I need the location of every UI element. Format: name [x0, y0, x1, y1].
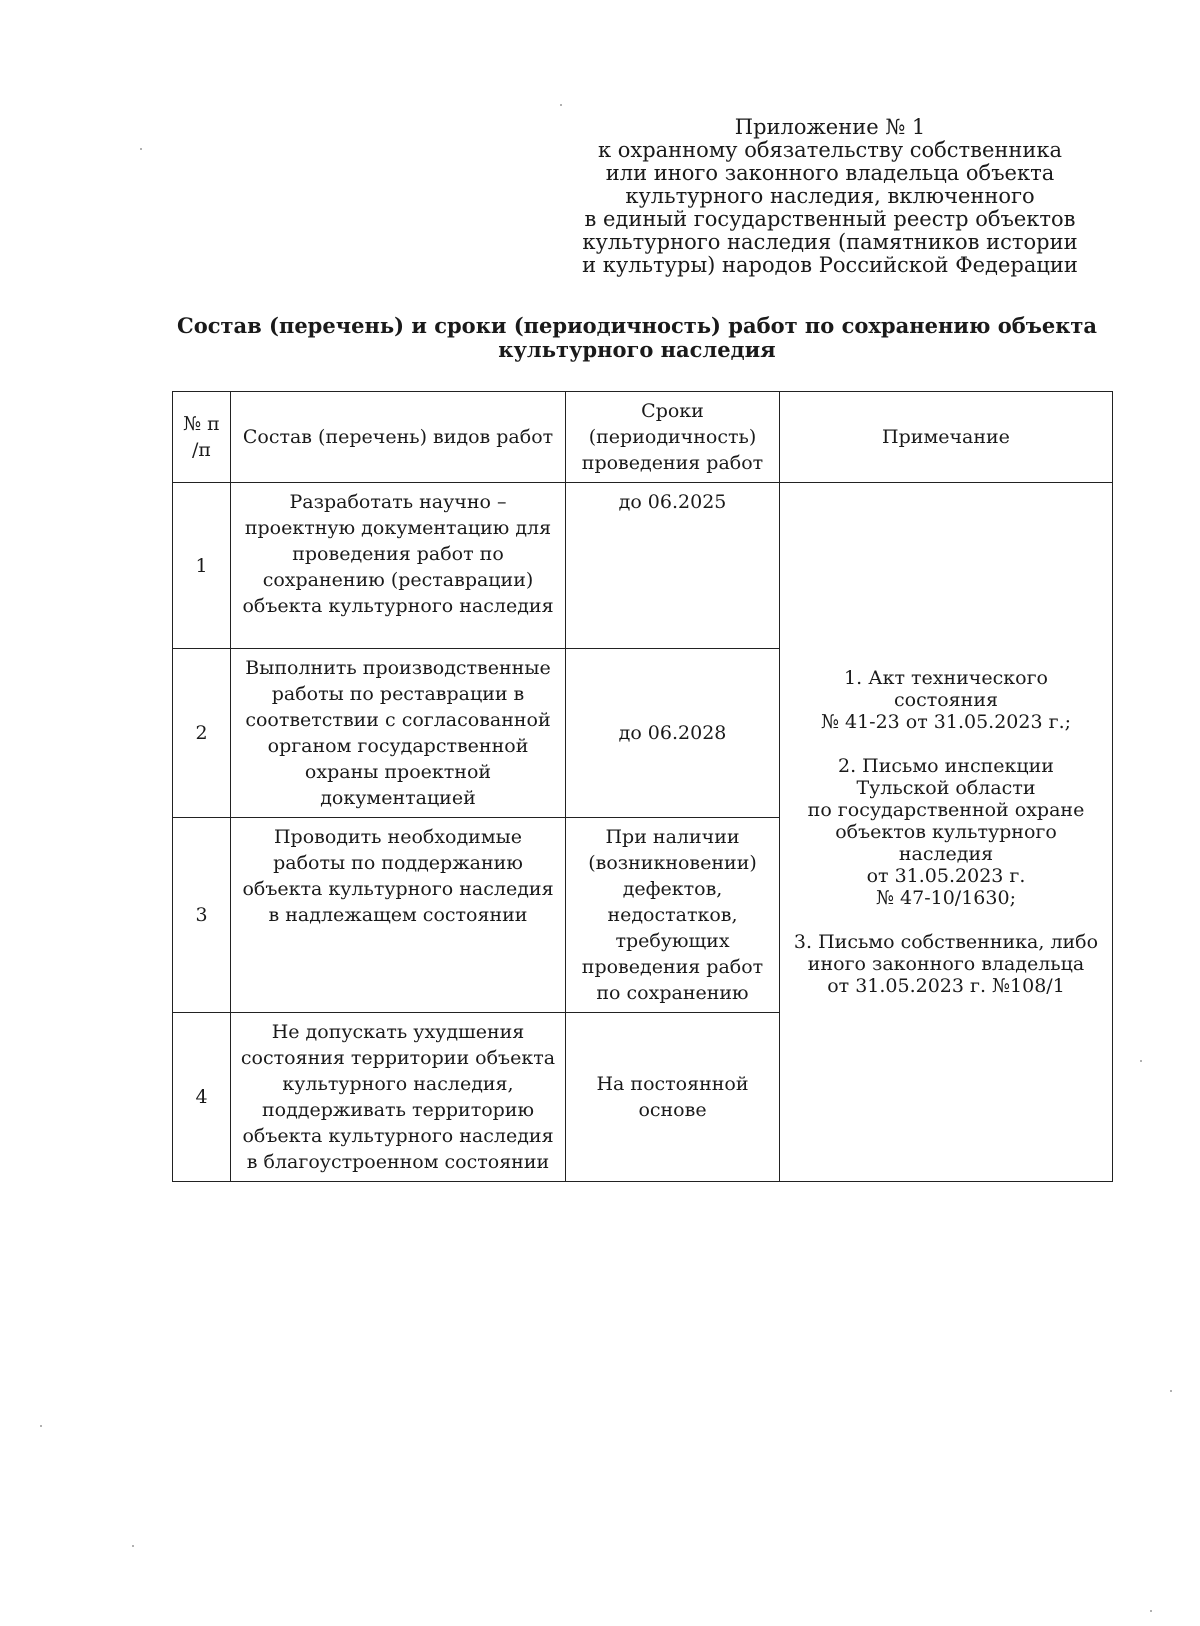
appendix-line: или иного законного владельца объекта: [605, 161, 1055, 185]
header-terms: Сроки (периодичность) проведения работ: [566, 392, 780, 483]
header-note: Примечание: [780, 392, 1113, 483]
note-item-1: 1. Акт технического состояния № 41-23 от 31.05.2023 г.;: [820, 667, 1072, 733]
appendix-line: и культуры) народов Российской Федерации: [582, 253, 1078, 277]
scan-speck: [132, 1545, 134, 1547]
scan-speck: [1170, 1390, 1172, 1392]
appendix-header: [560, 116, 1100, 277]
row-terms: На постоянной основе: [566, 1013, 780, 1182]
row-works: Проводить необходимые работы по поддержанию объекта культурного наследия в надлежащем состоянии: [231, 818, 566, 1013]
scan-speck: [40, 1425, 42, 1427]
notes-cell: [780, 483, 1113, 1182]
row-terms: до 06.2028: [566, 649, 780, 818]
row-num: 2: [173, 649, 231, 818]
table-header-row: [173, 392, 1113, 483]
header-works: Состав (перечень) видов работ: [231, 392, 566, 483]
row-works: Выполнить производственные работы по реставрации в соответствии с согласованной органом государственной охраны проектной документацией: [231, 649, 566, 818]
appendix-line: к охранному обязательству собственника: [597, 138, 1063, 162]
row-terms: до 06.2025: [566, 483, 780, 649]
document-title: [172, 314, 1102, 362]
scan-speck: [140, 148, 142, 150]
header-num: № п /п: [173, 392, 231, 483]
row-terms: При наличии (возникновении) дефектов, недостатков, требующих проведения работ по сохранению: [566, 818, 780, 1013]
appendix-line: Приложение № 1: [734, 115, 926, 139]
row-num: 4: [173, 1013, 231, 1182]
table-row: [173, 483, 1113, 649]
appendix-line: культурного наследия, включенного: [625, 184, 1035, 208]
works-table: [172, 391, 1113, 1182]
scan-speck: [1140, 1060, 1142, 1062]
note-item-3: 3. Письмо собственника, либо иного законного владельца от 31.05.2023 г. №108/1: [793, 931, 1099, 997]
row-num: 3: [173, 818, 231, 1013]
row-works: Разработать научно – проектную документацию для проведения работ по сохранению (реставрации) объекта культурного наследия: [231, 483, 566, 649]
title-line-1: Состав (перечень) и сроки (периодичность) работ по сохранению объекта: [176, 313, 1098, 338]
appendix-line: культурного наследия (памятников истории: [582, 230, 1078, 254]
row-works: Не допускать ухудшения состояния территории объекта культурного наследия, поддерживать территорию объекта культурного наследия в благоустроенном состоянии: [231, 1013, 566, 1182]
row-num: 1: [173, 483, 231, 649]
scan-speck: [1150, 1610, 1152, 1612]
scan-speck: [560, 104, 562, 106]
appendix-line: в единый государственный реестр объектов: [584, 207, 1076, 231]
note-item-2: 2. Письмо инспекции Тульской области по государственной охране объектов культурного наследия от 31.05.2023 г. № 47-10/1630;: [807, 755, 1085, 909]
title-line-2: культурного наследия: [498, 337, 776, 362]
